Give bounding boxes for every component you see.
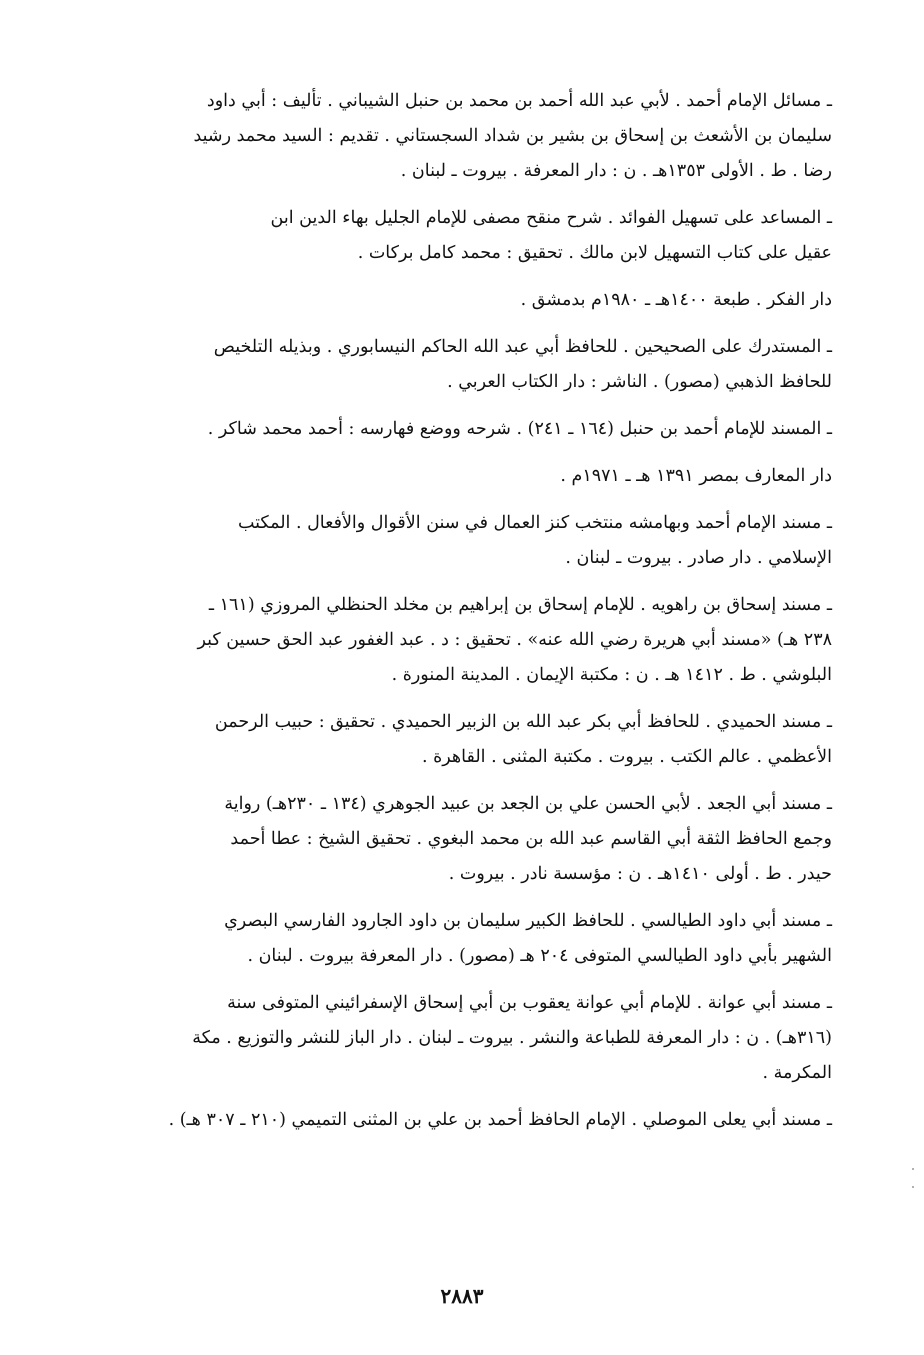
entry-line: الشهير بأبي داود الطيالسي المتوفى ٢٠٤ هـ (مصور) . دار المعرفة بيروت . لبنان . [247, 946, 832, 966]
bibliography-entry [160, 283, 832, 318]
bibliography-entry [160, 412, 832, 447]
entry-line: عقيل على كتاب التسهيل لابن مالك . تحقيق : محمد كامل بركات . [357, 243, 832, 263]
bibliography-entry [160, 705, 832, 775]
entry-line: البلوشي . ط . ١٤١٢ هـ . ن : مكتبة الإيمان . المدينة المنورة . [391, 665, 832, 685]
bibliography-entry [160, 986, 832, 1091]
entry-line: ـ المسند للإمام أحمد بن حنبل (١٦٤ ـ ٢٤١) . شرحه ووضع فهارسه : أحمد محمد شاكر . [207, 419, 832, 439]
entry-line: ـ مسند أبي عوانة . للإمام أبي عوانة يعقوب بن أبي إسحاق الإسفرائيني المتوفى سنة [227, 993, 832, 1013]
entry-line: ـ مسند أبي داود الطيالسي . للحافظ الكبير سليمان بن داود الجارود الفارسي البصري [224, 911, 832, 931]
entry-line: الإسلامي . دار صادر . بيروت ـ لبنان . [565, 548, 832, 568]
page-number: ٢٨٨٣ [440, 1284, 484, 1308]
bibliography-entry [160, 787, 832, 892]
bibliography-entry [160, 84, 832, 189]
bibliography-list [160, 84, 832, 1150]
entry-line: للحافظ الذهبي (مصور) . الناشر : دار الكتاب العربي . [447, 372, 832, 392]
entry-line: ـ مسند أبي الجعد . لأبي الحسن علي بن الجعد بن عبيد الجوهري (١٣٤ ـ ٢٣٠هـ) رواية [224, 794, 832, 814]
entry-line: ـ مسند إسحاق بن راهويه . للإمام إسحاق بن إبراهيم بن مخلد الحنظلي المروزي (١٦١ ـ [208, 595, 832, 615]
entry-line: (٣١٦هـ) . ن : دار المعرفة للطباعة والنشر . بيروت ـ لبنان . دار الباز للنشر والتوزيع . مكة [192, 1028, 832, 1048]
bibliography-entry [160, 1103, 832, 1138]
entry-line: ـ مسند الحميدي . للحافظ أبي بكر عبد الله بن الزبير الحميدي . تحقيق : حبيب الرحمن [214, 712, 832, 732]
bibliography-entry [160, 904, 832, 974]
bibliography-entry [160, 330, 832, 400]
entry-line: ـ مسائل الإمام أحمد . لأبي عبد الله أحمد بن محمد بن حنبل الشيباني . تأليف : أبي داود [206, 91, 832, 111]
bibliography-entry [160, 459, 832, 494]
bibliography-entry [160, 506, 832, 576]
bibliography-entry [160, 588, 832, 693]
entry-line: حيدر . ط . أولى ١٤١٠هـ . ن : مؤسسة نادر . بيروت . [448, 864, 832, 884]
entry-line: ـ المساعد على تسهيل الفوائد . شرح منقح مصفى للإمام الجليل بهاء الدين ابن [270, 208, 832, 228]
entry-line: سليمان بن الأشعث بن إسحاق بن بشير بن شداد السجستاني . تقديم : السيد محمد رشيد [193, 126, 832, 146]
entry-line: ـ المستدرك على الصحيحين . للحافظ أبي عبد الله الحاكم النيسابوري . وبذيله التلخيص [213, 337, 832, 357]
entry-line: ـ مسند الإمام أحمد وبهامشه منتخب كنز العمال في سنن الأقوال والأفعال . المكتب [237, 513, 832, 533]
entry-line: ـ مسند أبي يعلى الموصلي . الإمام الحافظ أحمد بن علي بن المثنى التميمي (٢١٠ ـ ٣٠٧ هـ) . [168, 1110, 832, 1130]
entry-line: رضا . ط . الأولى ١٣٥٣هـ . ن : دار المعرفة . بيروت ـ لبنان . [400, 161, 832, 181]
bibliography-entry [160, 201, 832, 271]
entry-line: ٢٣٨ هـ) «مسند أبي هريرة رضي الله عنه» . تحقيق : د . عبد الغفور عبد الحق حسين كبر [197, 630, 832, 650]
scan-speck [912, 1168, 914, 1170]
scan-speck [912, 1186, 914, 1188]
entry-line: الأعظمي . عالم الكتب . بيروت . مكتبة المثنى . القاهرة . [421, 747, 832, 767]
entry-line: وجمع الحافظ الثقة أبي القاسم عبد الله بن محمد البغوي . تحقيق الشيخ : عطا أحمد [230, 829, 832, 849]
entry-line: دار الفكر . طبعة ١٤٠٠هـ ـ ١٩٨٠م بدمشق . [520, 290, 832, 310]
entry-line: دار المعارف بمصر ١٣٩١ هـ ـ ١٩٧١م . [560, 466, 832, 486]
entry-line: المكرمة . [762, 1063, 832, 1083]
